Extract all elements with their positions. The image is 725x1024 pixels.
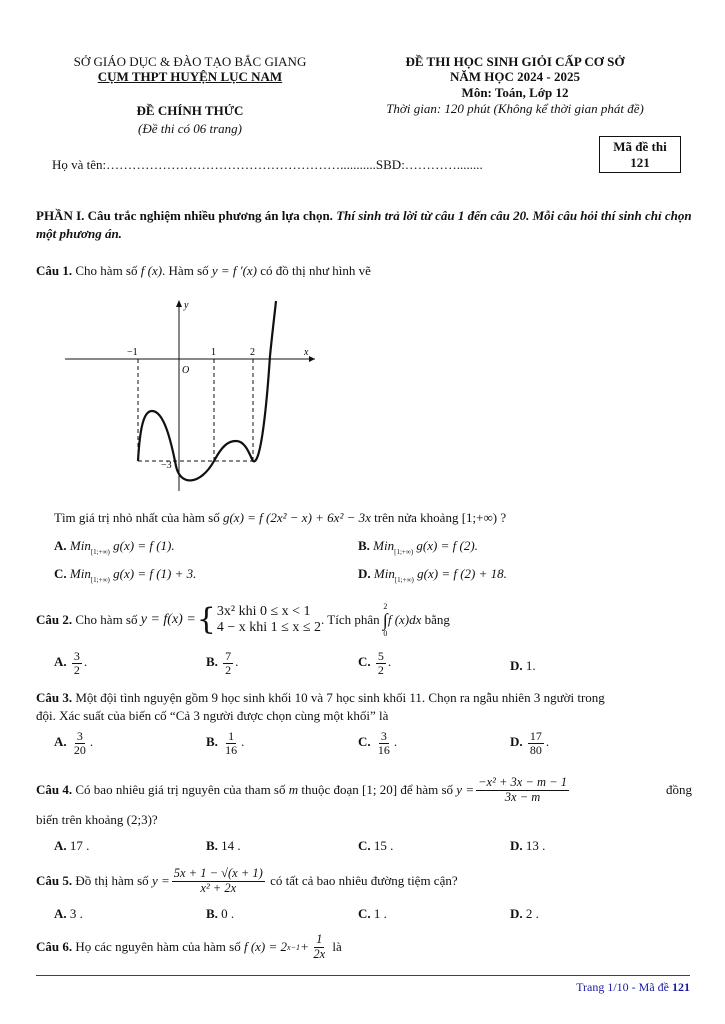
- q1-ask-a: Tìm giá trị nhỏ nhất của hàm số: [54, 510, 220, 525]
- q2-text-c: bằng: [424, 612, 450, 627]
- header-page-count: (Đề thi có 06 trang): [138, 121, 242, 136]
- q4-option-c-letter: C.: [358, 838, 371, 853]
- q4-y: y =: [456, 782, 475, 797]
- q6-den: 2x: [313, 946, 326, 961]
- header-department: SỞ GIÁO DỤC & ĐÀO TẠO BẮC GIANG: [73, 54, 307, 69]
- q1-ask-b: trên nửa khoảng: [374, 510, 459, 525]
- q1-option-a-min: Min: [69, 538, 91, 553]
- q1-option-c-letter: C.: [54, 566, 67, 581]
- q5-option-a-letter: A.: [54, 906, 67, 921]
- part1-instruction: Thí sinh trả lời từ câu 1 đến câu 20. Mỗi câu hỏi thí sinh chỉ chọn một phương án.: [36, 208, 692, 241]
- header-subject: Môn: Toán, Lớp 12: [461, 85, 569, 100]
- header-official-label: ĐỀ CHÍNH THỨC: [136, 103, 244, 118]
- y-axis-arrow: [176, 300, 182, 307]
- footer: [500, 980, 690, 995]
- q5-option-b[interactable]: [206, 906, 234, 922]
- q2-int-upper: 2: [383, 602, 388, 611]
- q3-option-a-num: 3: [76, 729, 83, 743]
- q1-interval: [1;+∞): [461, 510, 498, 525]
- q1-option-c[interactable]: [54, 566, 196, 584]
- question-5-stem: [36, 862, 458, 900]
- q1-option-c-min-sub: [1;+∞): [90, 576, 110, 584]
- q3-option-d-den: 80: [529, 742, 542, 757]
- q3-option-d-num: 17: [529, 729, 542, 743]
- q2-option-b-den: 2: [225, 662, 232, 677]
- footer-exam-code: 121: [672, 980, 690, 994]
- q2-case-1: 3x² khi 0 ≤ x < 1: [216, 604, 311, 619]
- q2-cases: [217, 604, 321, 636]
- student-name-line: Họ và tên:………………………………………………...........SBD:…………........: [52, 157, 483, 172]
- q4-option-d-letter: D.: [510, 838, 523, 853]
- q2-option-b[interactable]: B. $\frac{7}{2}$ .: [206, 649, 239, 677]
- q2-option-b-letter: B.: [206, 654, 218, 670]
- question-3-stem: [36, 689, 696, 725]
- q5-option-d-value: 2 .: [525, 906, 539, 921]
- q3-option-c-den: 16: [377, 742, 390, 757]
- question-1-stem: [36, 263, 371, 279]
- q5-option-a-value: 3 .: [69, 906, 83, 921]
- question-2-stem: [36, 602, 450, 638]
- q2-text-a: Cho hàm số: [75, 612, 138, 627]
- q3-option-c-letter: C.: [358, 734, 371, 750]
- q1-option-d-min-sub: [1;+∞): [394, 576, 414, 584]
- q2-option-d-letter: D.: [510, 658, 523, 673]
- q4-option-d-value: 13 .: [525, 838, 546, 853]
- q1-yfpx: y = f '(x): [211, 263, 258, 278]
- q4-option-a-letter: A.: [54, 838, 67, 853]
- q4-qmark: ?: [151, 812, 158, 827]
- q5-text-a: Đồ thị hàm số: [75, 873, 149, 888]
- graph-tick-1: 1: [211, 347, 216, 358]
- q4-num: −x² + 3x − m − 1: [478, 775, 567, 790]
- q5-y: y =: [151, 873, 170, 888]
- q4-option-c-value: 15 .: [373, 838, 394, 853]
- q4-m: m: [288, 782, 299, 797]
- q1-option-b-letter: B.: [358, 538, 370, 553]
- q2-integrand: f (x)dx: [387, 612, 422, 627]
- graph-axis-y-label: y: [184, 300, 189, 311]
- question-4-stem: [36, 772, 692, 808]
- derivative-curve: [138, 301, 276, 480]
- q2-brace: {: [196, 602, 216, 637]
- question-5-label: Câu 5.: [36, 873, 73, 888]
- q4-text-b: thuộc đoạn: [301, 782, 359, 797]
- q3-option-a-letter: A.: [54, 734, 67, 750]
- q1-option-d-expr: g(x) = f (2) + 18.: [417, 566, 507, 581]
- q3-line-1: Một đội tình nguyện gồm 9 học sinh khối 10 và 7 học sinh khối 11. Chọn ra ngẫu nhiên 3 người trong: [75, 690, 605, 705]
- q3-option-c[interactable]: C. $\frac{3}{16}$ .: [358, 729, 398, 757]
- q1-option-b[interactable]: [358, 538, 478, 556]
- x-axis-arrow: [309, 356, 315, 362]
- q1-option-d-letter: D.: [358, 566, 371, 581]
- exam-code-value: 121: [630, 155, 650, 170]
- q2-option-c-letter: C.: [358, 654, 371, 670]
- graph-axis-x-label: x: [304, 347, 309, 358]
- question-2-label: Câu 2.: [36, 612, 73, 627]
- q5-option-d[interactable]: [510, 906, 539, 922]
- q6-num: 1: [316, 932, 323, 947]
- q1-option-c-expr: g(x) = f (1) + 3.: [113, 566, 197, 581]
- question-6-stem: [36, 928, 342, 966]
- q4-option-a[interactable]: [54, 838, 89, 854]
- q5-option-c[interactable]: [358, 906, 387, 922]
- q2-yfx: y = f(x) =: [140, 612, 196, 627]
- q3-option-b[interactable]: B. $\frac{1}{16}$ .: [206, 729, 245, 757]
- q5-num: 5x + 1 − √(x + 1): [173, 866, 263, 881]
- question-4-label: Câu 4.: [36, 782, 73, 797]
- q4-text-a: Có bao nhiêu giá trị nguyên của tham số: [75, 782, 286, 797]
- graph-tick-minus3: −3: [161, 460, 172, 471]
- graph-origin-label: O: [182, 365, 190, 376]
- question-1-label: Câu 1.: [36, 263, 73, 278]
- q1-option-a-letter: A.: [54, 538, 67, 553]
- exam-code-label: Mã đề thi: [613, 139, 667, 154]
- graph-tick-2: 2: [250, 347, 255, 358]
- q5-option-a[interactable]: [54, 906, 83, 922]
- q5-option-b-letter: B.: [206, 906, 218, 921]
- q1-option-a-min-sub: [1;+∞): [90, 548, 110, 556]
- q5-option-c-value: 1 .: [373, 906, 387, 921]
- q3-option-a[interactable]: A. $\frac{3}{20}$ .: [54, 729, 94, 757]
- footer-page-label: Trang 1/10 - Mã đề: [576, 980, 669, 994]
- q5-text-b: có tất cả bao nhiêu đường tiệm cận?: [270, 873, 458, 888]
- derivative-graph: [60, 296, 320, 496]
- q4-option-a-value: 17 .: [69, 838, 90, 853]
- header-duration: Thời gian: 120 phút (Không kể thời gian phát đề): [386, 101, 644, 116]
- q5-option-d-letter: D.: [510, 906, 523, 921]
- question-3-label: Câu 3.: [36, 690, 73, 705]
- header-exam-title: ĐỀ THI HỌC SINH GIỎI CẤP CƠ SỞ: [405, 54, 625, 69]
- q4-option-b-value: 14 .: [221, 838, 241, 853]
- q4-interval-2: (2;3): [126, 812, 152, 827]
- q2-option-d-value: 1.: [525, 658, 536, 673]
- q4-option-c[interactable]: [358, 838, 393, 854]
- q2-text-b: . Tích phân: [321, 612, 380, 627]
- q1-fx: f (x): [140, 263, 163, 278]
- q2-option-a-num: 3: [73, 649, 80, 663]
- q2-int-lower: 0: [383, 629, 388, 638]
- part1-title: PHẦN I. Câu trắc nghiệm nhiều phương án lựa chọn.: [36, 208, 333, 223]
- q4-text-d: đồng: [666, 782, 692, 797]
- q6-plus: +: [300, 939, 309, 954]
- question-1-ask: [54, 510, 506, 526]
- q5-option-b-value: 0 .: [221, 906, 235, 921]
- q6-text-b: là: [332, 939, 342, 954]
- q1-text-b: . Hàm số: [162, 263, 209, 278]
- q3-option-d-letter: D.: [510, 734, 523, 750]
- q6-text-a: Họ các nguyên hàm của hàm số: [75, 939, 241, 954]
- q1-qmark: ?: [500, 510, 507, 525]
- q2-option-a[interactable]: A. $\frac{3}{2}$ .: [54, 649, 88, 677]
- q3-option-b-letter: B.: [206, 734, 218, 750]
- q1-gx: g(x) = f (2x² − x) + 6x² − 3x: [222, 510, 371, 525]
- q4-option-b[interactable]: [206, 838, 241, 854]
- q2-option-a-letter: A.: [54, 654, 67, 670]
- q6-exp: x−1: [287, 942, 300, 952]
- question-6-label: Câu 6.: [36, 939, 73, 954]
- exam-code-box: [599, 136, 681, 173]
- q1-option-b-min-sub: [1;+∞): [394, 548, 414, 556]
- q6-fx: f (x) = 2: [243, 939, 288, 954]
- q4-option-b-letter: B.: [206, 838, 218, 853]
- q3-option-c-num: 3: [380, 729, 387, 743]
- q4-line-2: biến trên khoảng: [36, 812, 124, 827]
- q1-option-d-min: Min: [373, 566, 395, 581]
- q2-int-sign: ∫: [382, 610, 388, 630]
- header-school-cluster: CỤM THPT HUYỆN LỤC NAM: [97, 69, 283, 84]
- q2-option-c[interactable]: C. $\frac{5}{2}$ .: [358, 649, 392, 677]
- q1-option-b-expr: g(x) = f (2).: [416, 538, 478, 553]
- q1-option-a[interactable]: [54, 538, 175, 556]
- q3-line-2: đội. Xác suất của biến cố “Cả 3 người được chọn cùng một khối” là: [36, 708, 389, 723]
- q1-text-a: Cho hàm số: [75, 263, 138, 278]
- footer-divider: [36, 975, 690, 976]
- q2-option-b-num: 7: [225, 649, 232, 663]
- q3-option-b-den: 16: [225, 742, 238, 757]
- q1-option-b-min: Min: [373, 538, 395, 553]
- q1-text-c: có đồ thị như hình vẽ: [260, 263, 371, 278]
- q3-option-b-num: 1: [228, 729, 235, 743]
- q4-option-d[interactable]: [510, 838, 545, 854]
- q2-option-d[interactable]: [510, 658, 536, 674]
- graph-tick-minus1: −1: [127, 347, 138, 358]
- q5-den: x² + 2x: [200, 880, 237, 895]
- q3-option-d[interactable]: D. $\frac{17}{80}$ .: [510, 729, 550, 757]
- question-4-stem-line2: [36, 812, 158, 828]
- q2-option-c-den: 2: [377, 662, 384, 677]
- header-school-year: NĂM HỌC 2024 - 2025: [450, 69, 580, 84]
- q4-den: 3x − m: [504, 789, 541, 804]
- q4-interval: [1; 20]: [362, 782, 398, 797]
- q1-option-d[interactable]: [358, 566, 507, 584]
- q2-option-a-den: 2: [73, 662, 80, 677]
- q2-option-c-num: 5: [377, 649, 384, 663]
- q1-option-a-expr: g(x) = f (1).: [113, 538, 175, 553]
- q2-case-2: 4 − x khi 1 ≤ x ≤ 2: [216, 620, 322, 635]
- part1-heading: [36, 207, 692, 243]
- q3-option-a-den: 20: [73, 742, 86, 757]
- q1-option-c-min: Min: [69, 566, 91, 581]
- q4-text-c: để hàm số: [400, 782, 454, 797]
- q5-option-c-letter: C.: [358, 906, 371, 921]
